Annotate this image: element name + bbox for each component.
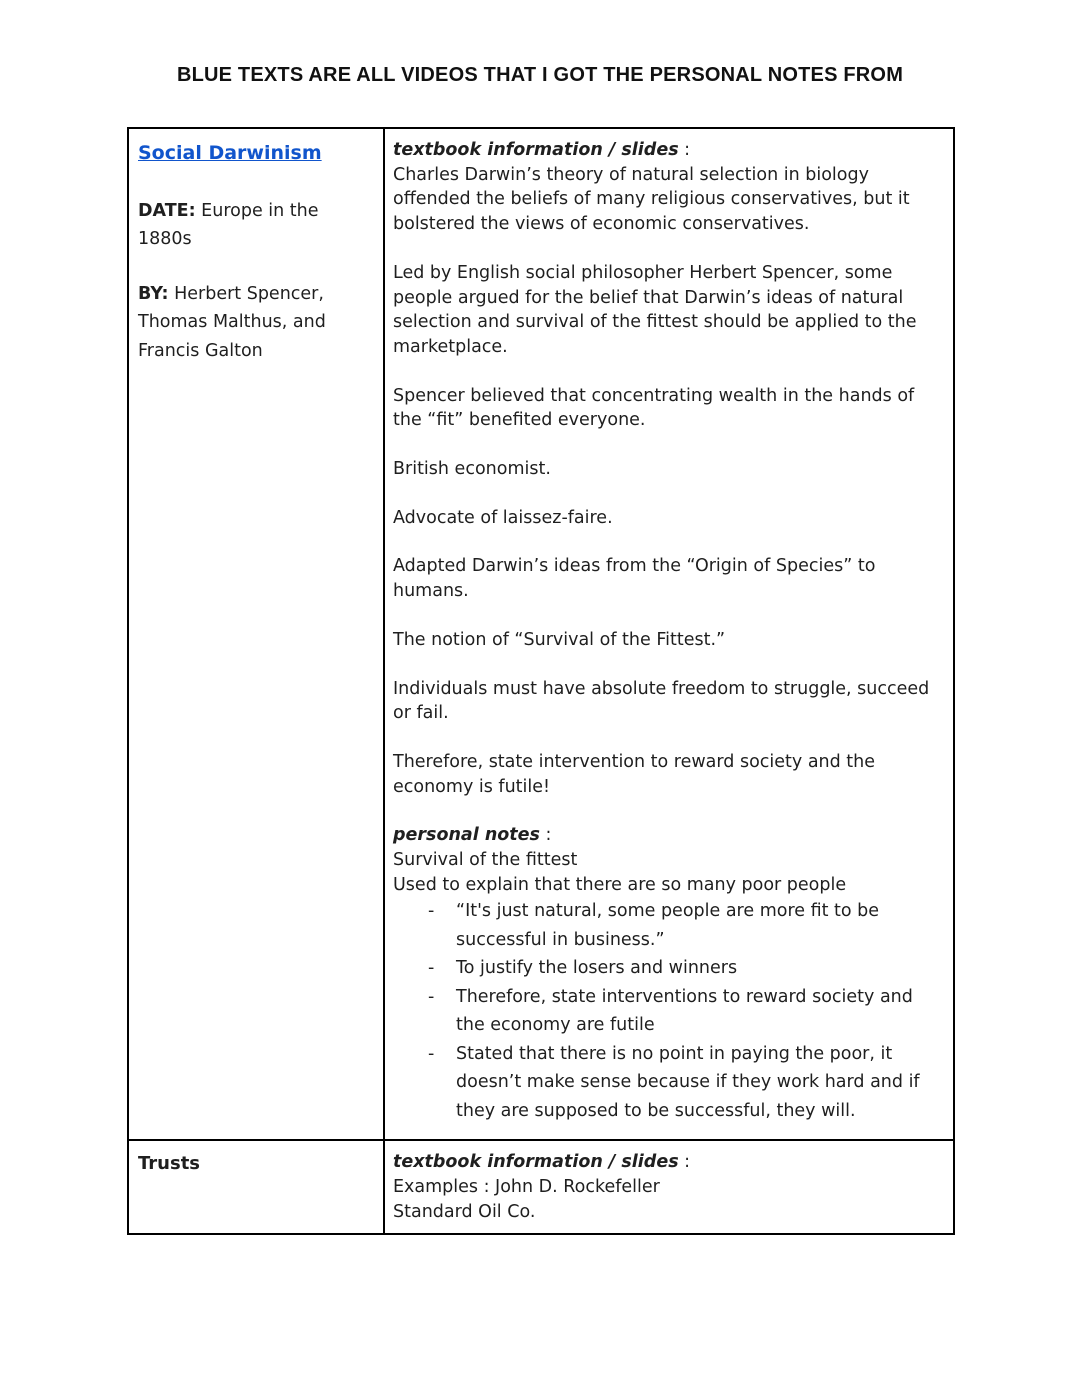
by-label: BY: — [138, 283, 169, 304]
note-line: Examples : John D. Rockefeller — [393, 1177, 660, 1198]
note-line: Standard Oil Co. — [393, 1201, 536, 1222]
note-paragraph: Led by English social philosopher Herbert Spencer, some people argued for the belief that Darwin’s ideas of natural selection and survival of the fittest should be applied to the marketplace. — [393, 262, 917, 357]
page-title: BLUE TEXTS ARE ALL VIDEOS THAT I GOT THE PERSONAL NOTES FROM — [176, 64, 904, 86]
textbook-section — [393, 1150, 941, 1175]
table-row-social-darwinism — [128, 128, 954, 1140]
note-paragraph: Spencer believed that concentrating wealth in the hands of the “fit” benefited everyone. — [393, 385, 915, 431]
personal-notes-list — [393, 897, 941, 1125]
list-item: - Stated that there is no point in paying the poor, it doesn’t make sense because if they work hard and if they are supposed to be successful, they will. — [428, 1040, 941, 1126]
date-info — [138, 197, 375, 254]
note-paragraph: Adapted Darwin’s ideas from the “Origin of Species” to humans. — [393, 556, 876, 602]
date-label: DATE: — [138, 200, 196, 221]
textbook-section — [393, 138, 941, 163]
notes-cell — [384, 128, 954, 1140]
notes-table — [127, 127, 955, 1235]
personal-note-line: Used to explain that there are so many poor people — [393, 874, 847, 895]
topic-link-social-darwinism[interactable]: Social Darwinism — [138, 142, 322, 164]
heading-colon: : — [539, 825, 552, 846]
note-paragraph: Advocate of laissez-faire. — [393, 507, 613, 528]
personal-notes-heading: personal notes — [393, 825, 540, 846]
date-value: Europe in the 1880s — [138, 200, 319, 249]
heading-colon: : — [678, 140, 691, 160]
topic-cell — [128, 128, 384, 1140]
note-paragraph: The notion of “Survival of the Fittest.” — [393, 629, 726, 650]
textbook-heading: textbook information / slides — [393, 1152, 679, 1173]
personal-notes-section — [393, 823, 941, 848]
topic-label-trusts: Trusts — [138, 1153, 201, 1175]
note-paragraph: British economist. — [393, 459, 551, 480]
author-info — [138, 280, 375, 366]
by-value: Herbert Spencer, Thomas Malthus, and Francis Galton — [138, 283, 326, 361]
list-item: - To justify the losers and winners — [428, 954, 941, 983]
personal-note-line: Survival of the fittest — [393, 850, 578, 871]
heading-colon: : — [678, 1152, 691, 1173]
notes-cell — [384, 1140, 954, 1233]
note-paragraph: Therefore, state intervention to reward society and the economy is futile! — [393, 751, 876, 797]
note-paragraph: Charles Darwin’s theory of natural selection in biology offended the beliefs of many religious conservatives, but it bolstered the views of economic conservatives. — [393, 164, 910, 235]
textbook-heading: textbook information / slides — [393, 140, 679, 160]
note-paragraph: Individuals must have absolute freedom to struggle, succeed or fail. — [393, 678, 930, 724]
topic-cell — [128, 1140, 384, 1233]
list-item: - “It's just natural, some people are more fit to be successful in business.” — [428, 897, 941, 954]
table-row-trusts — [128, 1140, 954, 1233]
list-item: - Therefore, state interventions to reward society and the economy are futile — [428, 983, 941, 1040]
